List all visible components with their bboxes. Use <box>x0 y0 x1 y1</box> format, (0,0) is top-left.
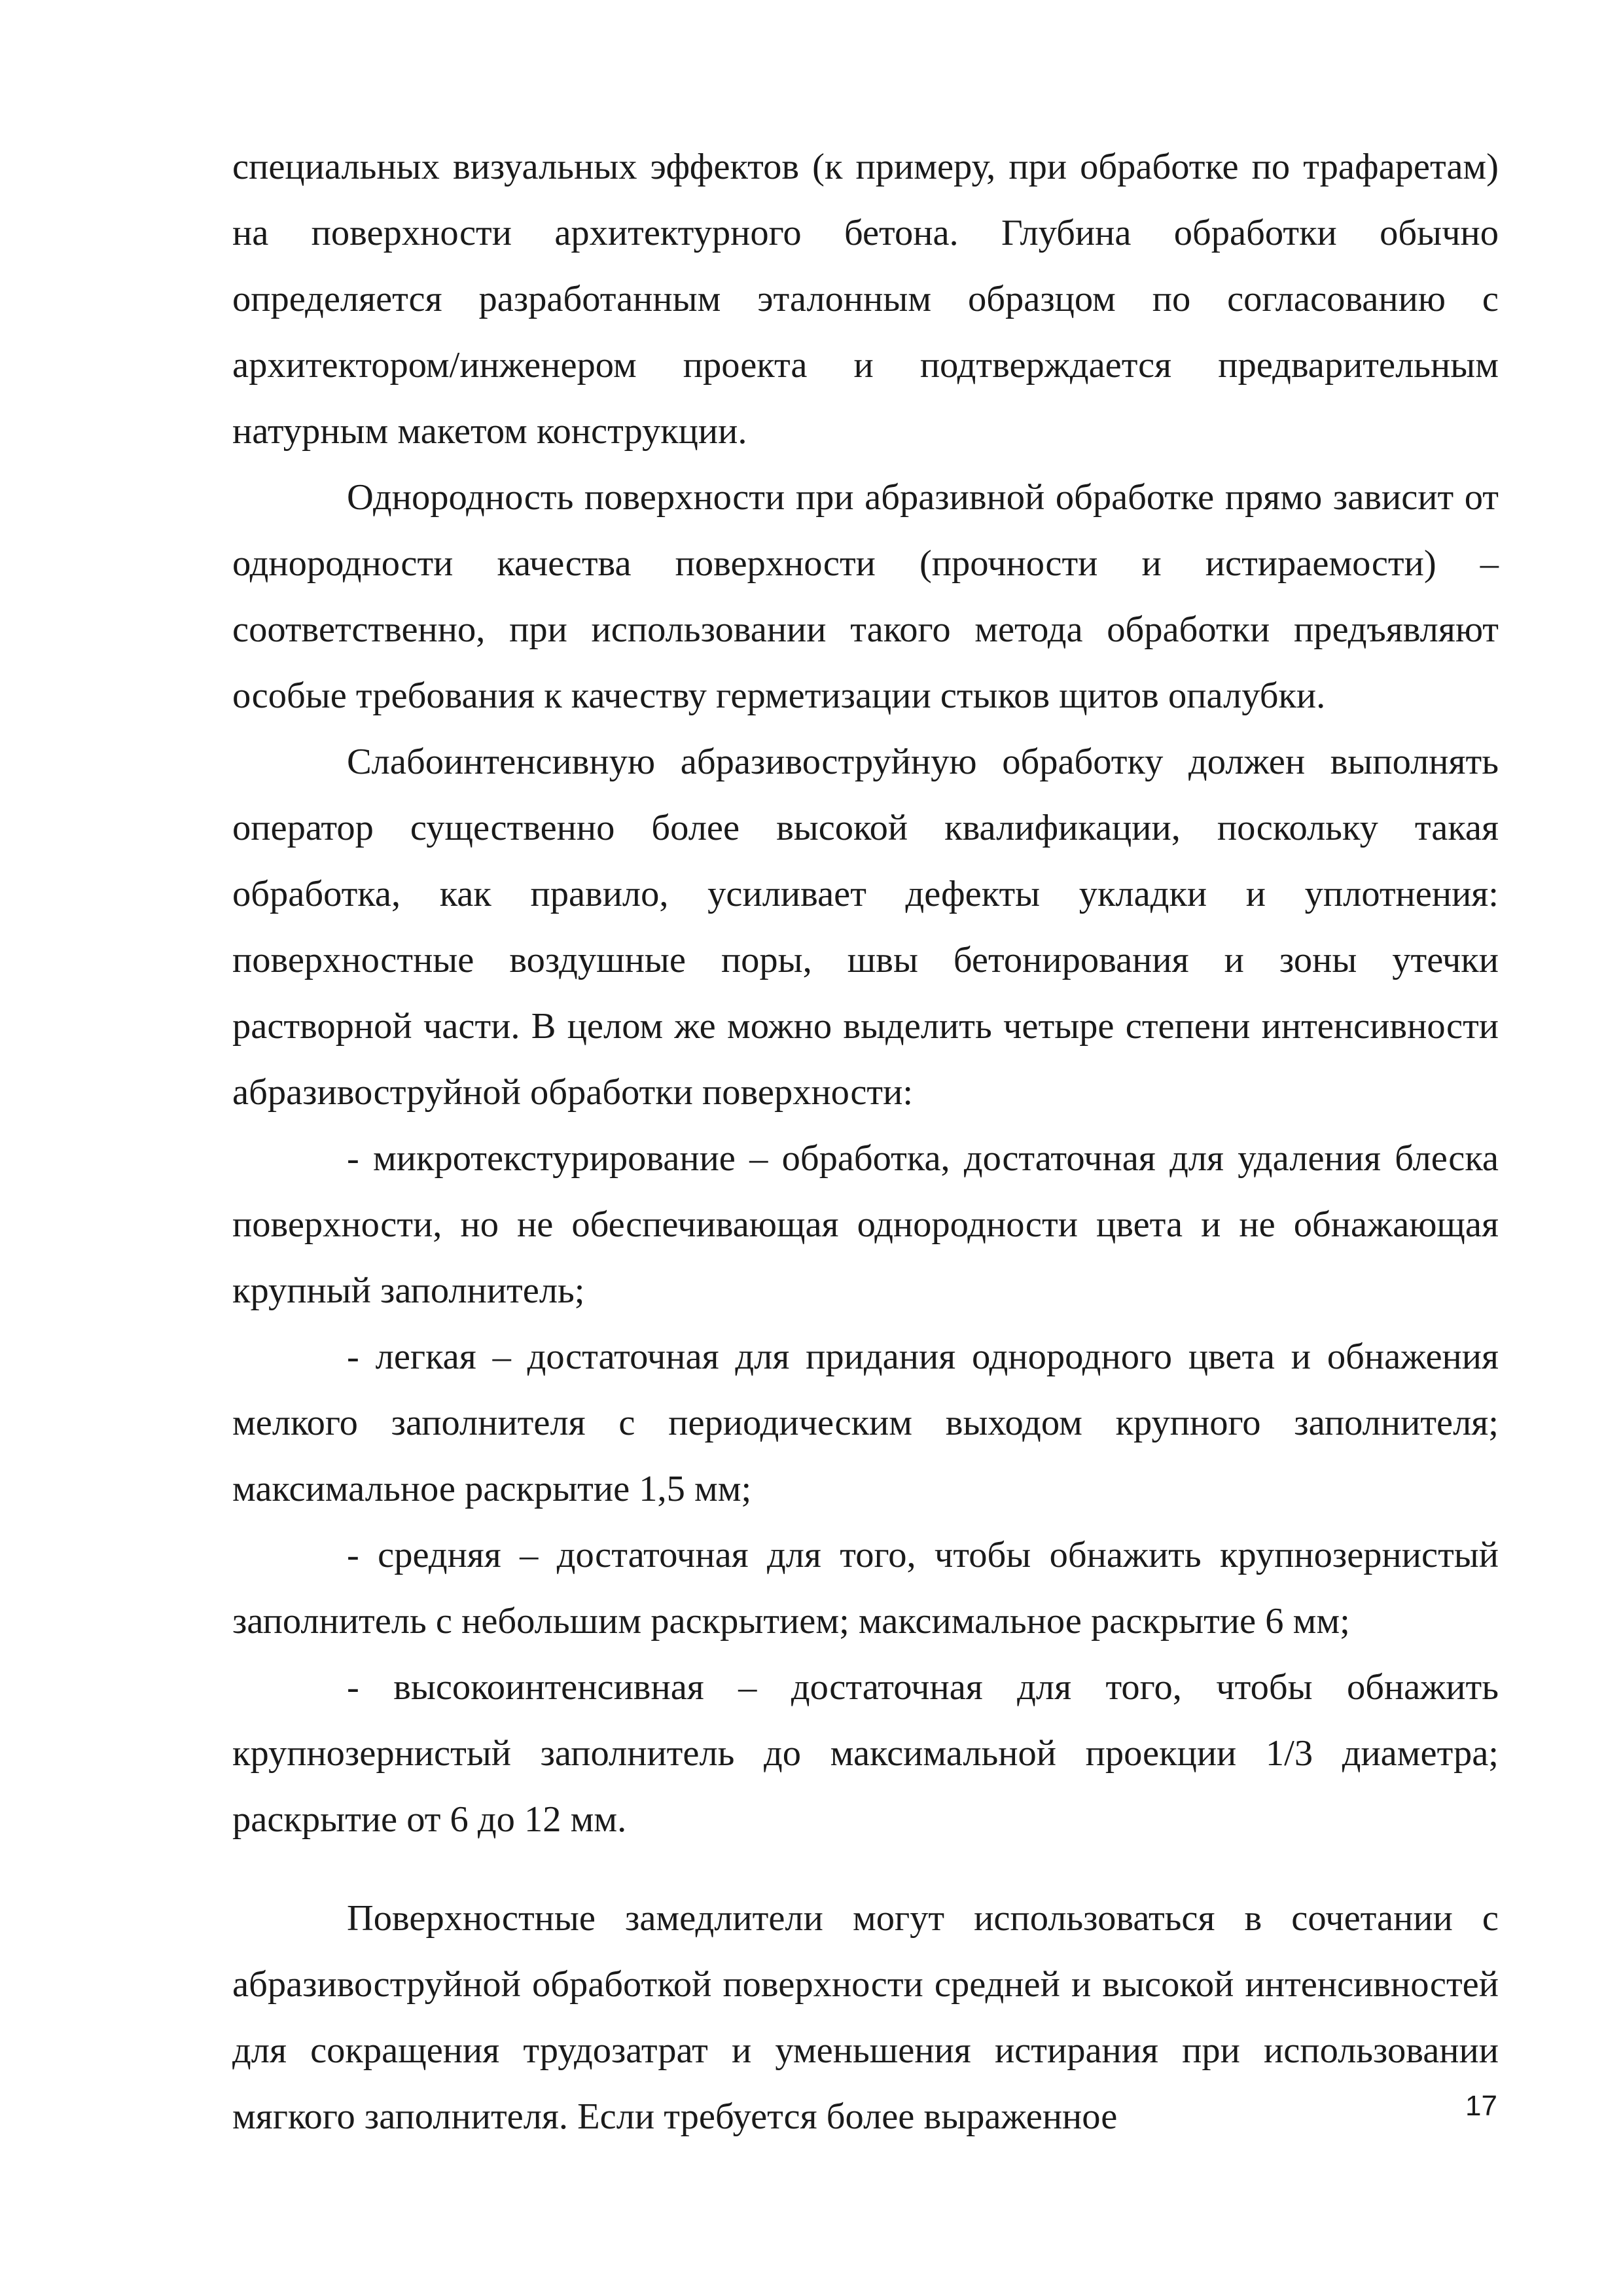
page-number: 17 <box>1465 2090 1497 2122</box>
paragraph-retarders: Поверхностные замедлители могут использоваться в сочетании с абразивоструйной обработкой поверхности средней и высокой интенсивностей для сокращения трудозатрат и уменьшения истирания при использовании мягкого заполнителя. Если требуется более выраженное <box>232 1898 1499 2137</box>
list-item-light: - легкая – достаточная для придания однородного цвета и обнажения мелкого заполнителя с периодическим выходом крупного заполнителя; максимальное раскрытие 1,5 мм; <box>232 1336 1499 1509</box>
list-item-medium: - средняя – достаточная для того, чтобы обнажить крупнозернистый заполнитель с небольшим раскрытием; максимальное раскрытие 6 мм; <box>232 1535 1499 1641</box>
list-item-microtexturing: - микротекстурирование – обработка, достаточная для удаления блеска поверхности, но не обеспечивающая однородности цвета и не обнажающая крупный заполнитель; <box>232 1138 1499 1311</box>
list-item-high-intensity: - высокоинтенсивная – достаточная для того, чтобы обнажить крупнозернистый заполнитель до максимальной проекции 1/3 диаметра; раскрытие от 6 до 12 мм. <box>232 1667 1499 1840</box>
paragraph-low-intensity: Слабоинтенсивную абразивоструйную обработку должен выполнять оператор существенно более высокой квалификации, поскольку такая обработка, как правило, усиливает дефекты укладки и уплотнения: поверхностные воздушные поры, швы бетонирования и зоны утечки растворной части. В целом же можно выделить четыре степени интенсивности абразивоструйной обработки поверхности: <box>232 742 1499 1113</box>
paragraph-uniformity: Однородность поверхности при абразивной обработке прямо зависит от однородности качества поверхности (прочности и истираемости) – соответственно, при использовании такого метода обработки предъявляют особые требования к качеству герметизации стыков щитов опалубки. <box>232 477 1499 716</box>
paragraph-continuation: специальных визуальных эффектов (к примеру, при обработке по трафаретам) на поверхности архитектурного бетона. Глубина обработки обычно определяется разработанным эталонным образцом по согласованию с архитектором/инженером проекта и подтверждается предварительным натурным макетом конструкции. <box>232 147 1499 452</box>
document-body <box>232 134 1499 2150</box>
